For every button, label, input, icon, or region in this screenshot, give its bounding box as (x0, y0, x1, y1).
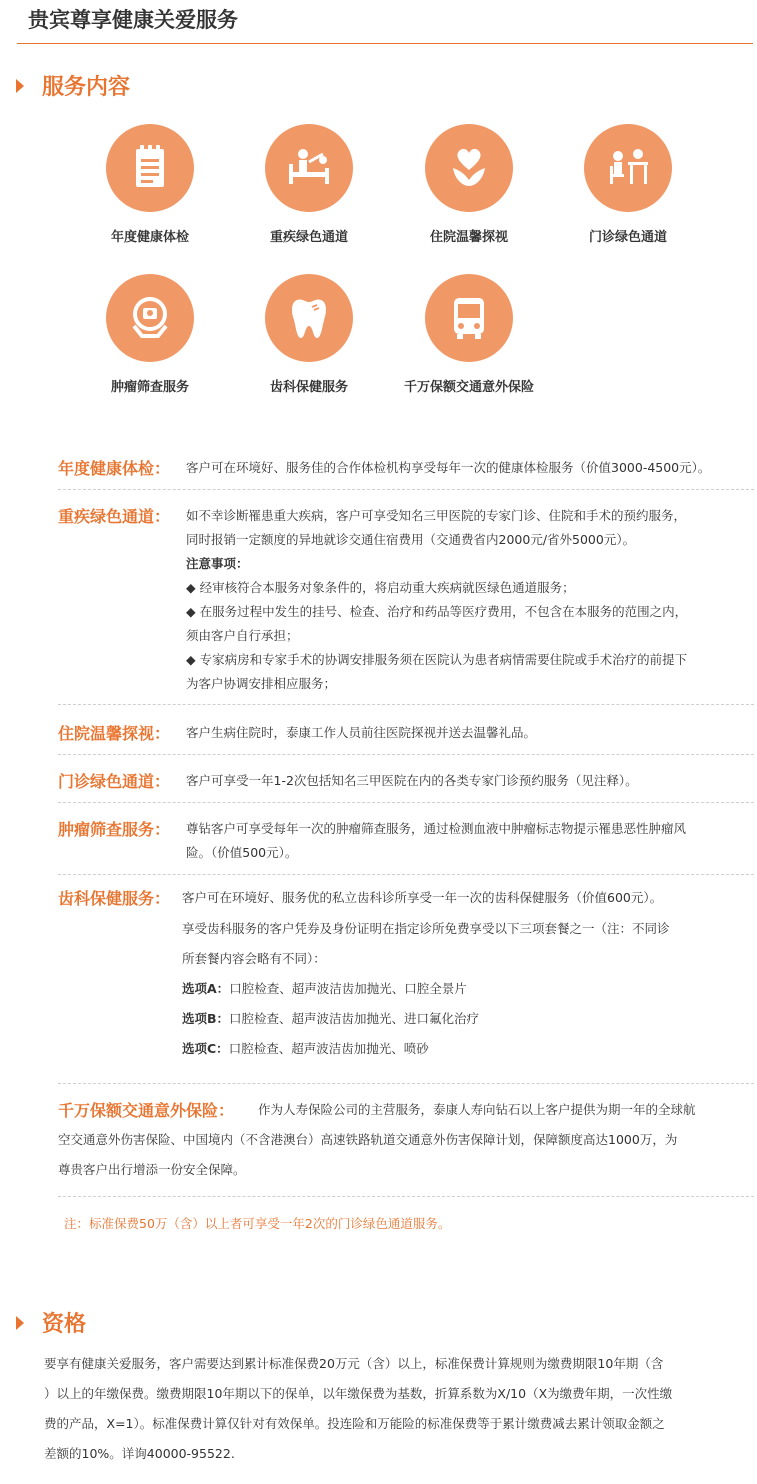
option-label: 选项A： (182, 981, 230, 996)
bus-icon (425, 274, 513, 362)
divider (58, 1083, 754, 1084)
heart-flower-icon (425, 124, 513, 212)
doctor-desk-icon (584, 124, 672, 212)
option-text: 口腔检查、超声波洁齿加抛光、喷砂 (228, 1041, 429, 1056)
hospital-bed-icon (265, 124, 353, 212)
bullet-item: 为客户协调安排相应服务； (186, 676, 337, 691)
item-title: 千万保额交通意外保险： (58, 1101, 235, 1120)
icon-label: 门诊绿色通道 (588, 230, 667, 245)
item-text: 险。（价值500元）。 (186, 845, 298, 860)
scan-icon (106, 274, 194, 362)
item-text: 客户可在环境好、服务佳的合作体检机构享受每年一次的健康体检服务（价值3000-4500元）。 (186, 460, 711, 475)
item-text: 所套餐内容会略有不同）： (182, 951, 326, 966)
option-b (182, 1007, 479, 1031)
icon-label: 齿科保健服务 (269, 380, 348, 395)
item-title: 齿科保健服务： (58, 889, 171, 908)
item-title: 门诊绿色通道： (58, 772, 171, 791)
divider (58, 754, 754, 755)
icon-critical-illness[interactable] (234, 124, 384, 245)
item-text: 作为人寿保险公司的主营服务，泰康人寿向钻石以上客户提供为期一年的全球航 (258, 1102, 696, 1117)
qualification-text: 要享有健康关爱服务，客户需要达到累计标准保费20万元（含）以上，标准保费计算规则为缴费期限10年期（含 (44, 1356, 664, 1371)
icon-hospital-visit[interactable] (394, 124, 544, 245)
section-heading-qualification (14, 1307, 86, 1338)
item-title: 重疾绿色通道： (58, 507, 171, 526)
item-text: 如不幸诊断罹患重大疾病，客户可享受知名三甲医院的专家门诊、住院和手术的预约服务， (186, 508, 687, 523)
icon-label: 年度健康体检 (110, 230, 189, 245)
icon-label: 千万保额交通意外保险 (403, 380, 534, 395)
divider (58, 489, 754, 490)
item-text: 空交通意外伤害保险、中国境内（不含港澳台）高速铁路轨道交通意外伤害保障计划，保障额度高达1000万，为 (58, 1132, 678, 1147)
qualification-text: ）以上的年缴保费。缴费期限10年期以下的保单，以年缴保费为基数，折算系数为X/10（X为缴费年期，一次性缴 (44, 1386, 673, 1401)
item-title: 年度健康体检： (58, 459, 171, 478)
option-a (182, 977, 467, 1001)
item-text: 同时报销一定额度的异地就诊交通住宿费用（交通费省内2000元/省外5000元）。 (186, 532, 636, 547)
clipboard-icon (106, 124, 194, 212)
item-title: 肿瘤筛查服务： (58, 820, 171, 839)
section-heading-service-text: 服务内容 (42, 75, 131, 100)
option-text: 口腔检查、超声波洁齿加抛光、进口氟化治疗 (229, 1011, 480, 1026)
bullet-item: ◆ 在服务过程中发生的挂号、检查、治疗和药品等医疗费用，不包含在本服务的范围之内， (186, 604, 688, 619)
option-label: 选项C： (182, 1041, 229, 1056)
icon-outpatient[interactable] (553, 124, 703, 245)
qualification-text: 差额的10%。详询40000-95522. (44, 1446, 235, 1461)
option-label: 选项B： (182, 1011, 230, 1026)
tooth-icon (265, 274, 353, 362)
notes-title: 注意事项： (186, 556, 249, 571)
item-title: 住院温馨探视： (58, 724, 171, 743)
item-text: 享受齿科服务的客户凭券及身份证明在指定诊所免费享受以下三项套餐之一（注：不同诊 (182, 921, 670, 936)
icon-tumor-screening[interactable] (75, 274, 225, 395)
option-c (182, 1037, 429, 1061)
item-text: 客户可在环境好、服务优的私立齿科诊所享受一年一次的齿科保健服务（价值600元）。 (182, 890, 663, 905)
icon-label: 重疾绿色通道 (269, 230, 348, 245)
section-heading-qualification-text: 资格 (42, 1312, 87, 1337)
section-heading-service (14, 70, 130, 101)
icon-label: 肿瘤筛查服务 (110, 380, 189, 395)
option-text: 口腔检查、超声波洁齿加抛光、口腔全景片 (229, 981, 467, 996)
divider (58, 704, 754, 705)
triangle-bullet-icon (16, 1316, 24, 1330)
divider (58, 874, 754, 875)
divider (58, 1196, 754, 1197)
triangle-bullet-icon (16, 79, 24, 93)
footnote: 注：标准保费50万（含）以上者可享受一年2次的门诊绿色通道服务。 (64, 1216, 451, 1231)
item-text: 尊钻客户可享受每年一次的肿瘤筛查服务，通过检测血液中肿瘤标志物提示罹患恶性肿瘤风 (186, 821, 687, 836)
bullet-item: ◆ 专家病房和专家手术的协调安排服务须在医院认为患者病情需要住院或手术治疗的前提下 (186, 652, 688, 667)
item-text: 客户生病住院时，泰康工作人员前往医院探视并送去温馨礼品。 (186, 725, 537, 740)
icon-dental[interactable] (234, 274, 384, 395)
icon-accident-insurance[interactable] (394, 274, 544, 395)
bullet-item: ◆ 经审核符合本服务对象条件的，将启动重大疾病就医绿色通道服务； (186, 580, 575, 595)
title-divider (17, 43, 753, 44)
divider (58, 802, 754, 803)
item-text: 客户可享受一年1-2次包括知名三甲医院在内的各类专家门诊预约服务（见注释）。 (186, 773, 638, 788)
qualification-text: 费的产品，X=1）。标准保费计算仅针对有效保单。投连险和万能险的标准保费等于累计缴费减去累计领取金额之 (44, 1416, 665, 1431)
icon-label: 住院温馨探视 (429, 230, 508, 245)
item-text: 尊贵客户出行增添一份安全保障。 (58, 1162, 246, 1177)
icon-annual-checkup[interactable] (75, 124, 225, 245)
page-title: 贵宾尊享健康关爱服务 (28, 8, 238, 32)
bullet-item: 须由客户自行承担； (186, 628, 299, 643)
